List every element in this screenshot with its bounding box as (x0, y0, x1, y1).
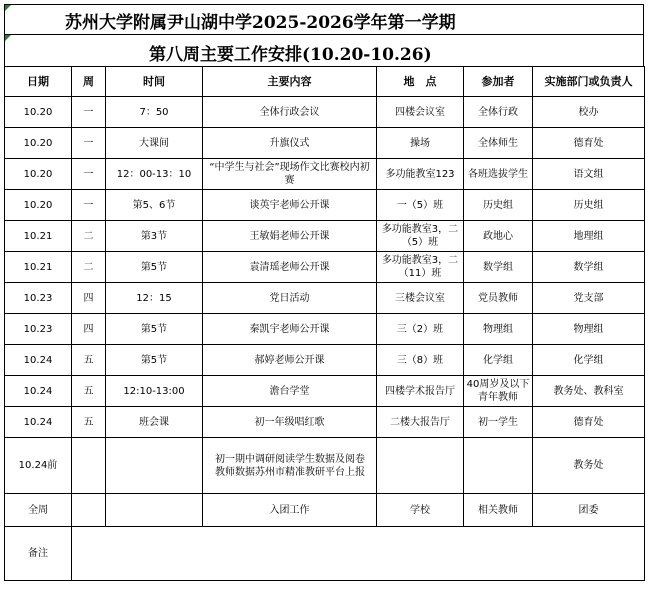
cell-location: 操场 (377, 128, 464, 159)
cell-content: 初一期中调研阅读学生数据及阅卷教师数据苏州市精准教研平台上报 (203, 438, 377, 494)
cell-weekday: 一 (72, 190, 106, 221)
cell-weekday (72, 494, 106, 527)
cell-weekday: 五 (72, 345, 106, 376)
cell-content: “中学生与社会”现场作文比赛校内初赛 (203, 159, 377, 190)
table-row (5, 438, 645, 494)
cell-location: 多功能教室3，二（11）班 (377, 252, 464, 283)
cell-time: 班会课 (106, 407, 203, 438)
cell-participants: 全体行政 (464, 97, 533, 128)
cell-location: 三（8）班 (377, 345, 464, 376)
cell-date: 10.24 (5, 407, 72, 438)
cell-weekday: 一 (72, 97, 106, 128)
cell-participants: 化学组 (464, 345, 533, 376)
header-time: 时间 (106, 67, 203, 97)
header-location: 地 点 (377, 67, 464, 97)
page-title: 苏州大学附属尹山湖中学2025-2026学年第一学期 (65, 13, 456, 33)
table-row (5, 283, 645, 314)
cell-weekday: 四 (72, 283, 106, 314)
cell-location: 一（5）班 (377, 190, 464, 221)
cell-dept: 教务处、教科室 (533, 376, 645, 407)
cell-participants: 物理组 (464, 314, 533, 345)
cell-time: 第5节 (106, 314, 203, 345)
cell-content: 澹台学堂 (203, 376, 377, 407)
cell-weekday: 二 (72, 221, 106, 252)
cell-dept: 教务处 (533, 438, 645, 494)
cell-dept: 校办 (533, 97, 645, 128)
cell-time (106, 438, 203, 494)
cell-participants: 全体师生 (464, 128, 533, 159)
cell-content: 秦凯宇老师公开课 (203, 314, 377, 345)
cell-date: 10.20 (5, 159, 72, 190)
cell-time: 第5节 (106, 345, 203, 376)
table-row (5, 345, 645, 376)
cell-dept: 语文组 (533, 159, 645, 190)
cell-date: 10.21 (5, 252, 72, 283)
cell-time: 12：00-13：10 (106, 159, 203, 190)
note-content (72, 527, 645, 581)
header-row (5, 67, 645, 97)
title-row (4, 4, 644, 34)
header-date: 日期 (5, 67, 72, 97)
cell-time (106, 494, 203, 527)
cell-weekday: 一 (72, 128, 106, 159)
cell-weekday: 四 (72, 314, 106, 345)
cell-participants: 40周岁及以下青年教师 (464, 376, 533, 407)
table-row (5, 407, 645, 438)
table-row (5, 494, 645, 527)
header-participants: 参加者 (464, 67, 533, 97)
cell-location: 四楼会议室 (377, 97, 464, 128)
cell-content: 郝婷老师公开课 (203, 345, 377, 376)
note-label: 备注 (5, 527, 72, 581)
cell-date: 10.21 (5, 221, 72, 252)
page-subtitle: 第八周主要工作安排(10.20-10.26) (149, 45, 432, 65)
cell-location: 学校 (377, 494, 464, 527)
cell-dept: 团委 (533, 494, 645, 527)
table-row (5, 376, 645, 407)
cell-date: 全周 (5, 494, 72, 527)
cell-location: 三（2）班 (377, 314, 464, 345)
cell-location (377, 438, 464, 494)
cell-time: 第3节 (106, 221, 203, 252)
cell-dept: 物理组 (533, 314, 645, 345)
table-row (5, 159, 645, 190)
table-row (5, 252, 645, 283)
cell-participants: 相关教师 (464, 494, 533, 527)
cell-weekday: 二 (72, 252, 106, 283)
schedule-table (4, 66, 645, 581)
table-row (5, 314, 645, 345)
cell-dept: 地理组 (533, 221, 645, 252)
cell-dept: 数学组 (533, 252, 645, 283)
cell-date: 10.24 (5, 376, 72, 407)
cell-participants: 政地心 (464, 221, 533, 252)
cell-weekday (72, 438, 106, 494)
cell-content: 袁清瑶老师公开课 (203, 252, 377, 283)
cell-weekday: 五 (72, 407, 106, 438)
table-row (5, 221, 645, 252)
cell-participants (464, 438, 533, 494)
cell-date: 10.20 (5, 190, 72, 221)
cell-content: 全体行政会议 (203, 97, 377, 128)
cell-participants: 数学组 (464, 252, 533, 283)
schedule-sheet (4, 4, 644, 581)
cell-content: 入团工作 (203, 494, 377, 527)
cell-weekday: 一 (72, 159, 106, 190)
cell-location: 多功能教室3，二（5）班 (377, 221, 464, 252)
table-row (5, 97, 645, 128)
cell-participants: 党员教师 (464, 283, 533, 314)
cell-date: 10.23 (5, 314, 72, 345)
subtitle-row (4, 34, 644, 66)
cell-date: 10.20 (5, 97, 72, 128)
cell-location: 三楼会议室 (377, 283, 464, 314)
cell-content: 党日活动 (203, 283, 377, 314)
cell-dept: 党支部 (533, 283, 645, 314)
header-dept: 实施部门或负责人 (533, 67, 645, 97)
cell-time: 第5节 (106, 252, 203, 283)
note-row (5, 527, 645, 581)
cell-time: 7：50 (106, 97, 203, 128)
cell-content: 王敏娟老师公开课 (203, 221, 377, 252)
cell-marker (5, 5, 11, 11)
cell-content: 谈英宇老师公开课 (203, 190, 377, 221)
cell-date: 10.20 (5, 128, 72, 159)
cell-dept: 德育处 (533, 407, 645, 438)
cell-time: 12：15 (106, 283, 203, 314)
cell-dept: 德育处 (533, 128, 645, 159)
cell-participants: 历史组 (464, 190, 533, 221)
cell-weekday: 五 (72, 376, 106, 407)
cell-location: 四楼学术报告厅 (377, 376, 464, 407)
cell-content: 初一年级唱红歌 (203, 407, 377, 438)
cell-time: 大课间 (106, 128, 203, 159)
cell-participants: 各班选拔学生 (464, 159, 533, 190)
cell-date: 10.23 (5, 283, 72, 314)
cell-marker (5, 35, 11, 41)
cell-content: 升旗仪式 (203, 128, 377, 159)
header-weekday: 周 (72, 67, 106, 97)
cell-time: 12:10-13:00 (106, 376, 203, 407)
cell-dept: 历史组 (533, 190, 645, 221)
cell-location: 多功能教室123 (377, 159, 464, 190)
cell-date: 10.24 (5, 345, 72, 376)
cell-date: 10.24前 (5, 438, 72, 494)
cell-location: 二楼大报告厅 (377, 407, 464, 438)
table-row (5, 128, 645, 159)
cell-dept: 化学组 (533, 345, 645, 376)
table-row (5, 190, 645, 221)
header-content: 主要内容 (203, 67, 377, 97)
cell-time: 第5、6节 (106, 190, 203, 221)
cell-participants: 初一学生 (464, 407, 533, 438)
